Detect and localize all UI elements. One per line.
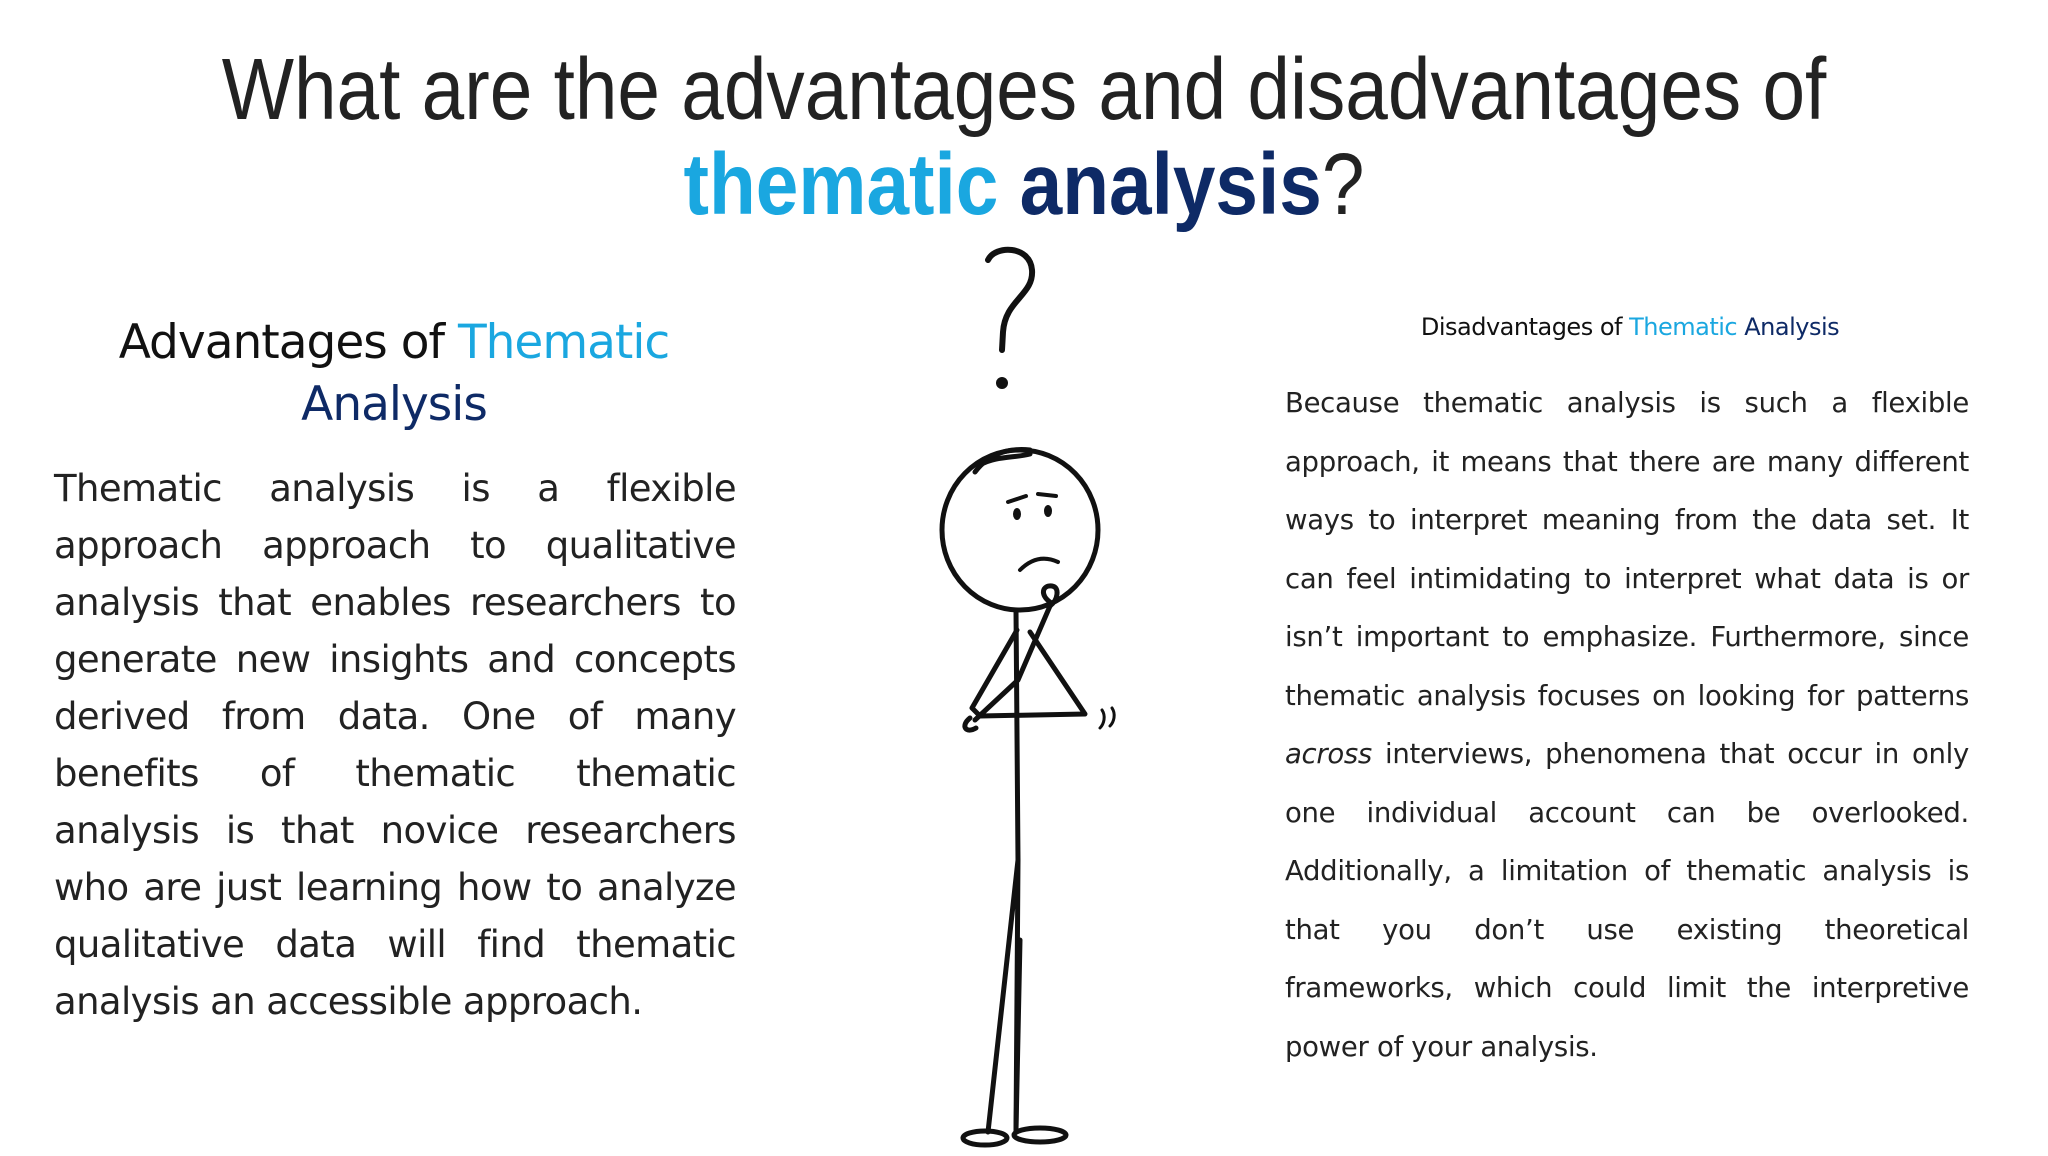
advantages-body: Thematic analysis is a flexible approach approach to qualitative analysis that enables researchers to generate new insights and concepts derived from data. One of many benefits of thematic thematic analysis is that novice researchers who are just learning how to analyze qualitative data will find thematic analysis an accessible approach.: [54, 467, 736, 1023]
disadvantages-heading-analysis: Analysis: [1744, 313, 1840, 341]
disadvantages-body-part2: interviews, phenomena that occur in only one individual account can be overlooked. Additionally, a limitation of thematic analysis is that you don’t use existing theoretical frameworks, which could limit the interpretive power of your analysis.: [1285, 738, 1969, 1063]
disadvantages-body: [1285, 374, 1969, 1076]
disadvantages-heading: [1285, 310, 1975, 344]
advantages-heading-prefix: Advantages of: [118, 315, 458, 370]
advantages-heading-thematic: Thematic: [457, 315, 670, 370]
slide-title: [211, 42, 1837, 232]
disadvantages-body-part1: Because thematic analysis is such a flexible approach, it means that there are many different ways to interpret meaning from the data set. It can feel intimidating to interpret what data is or isn’t important to emphasize. Furthermore, since thematic analysis focuses on looking for patterns: [1285, 387, 1969, 712]
thinking-stick-figure-icon: [880, 240, 1180, 1152]
advantages-heading: [54, 312, 734, 436]
advantages-heading-analysis: Analysis: [301, 377, 487, 432]
disadvantages-body-italic: across: [1285, 738, 1372, 770]
disadvantages-heading-thematic: Thematic: [1629, 313, 1738, 341]
title-word-thematic: thematic: [683, 136, 999, 233]
disadvantages-heading-prefix: Disadvantages of: [1420, 313, 1630, 341]
title-question-mark: ?: [1321, 136, 1365, 233]
title-line1: What are the advantages and disadvantages of: [221, 41, 1827, 138]
title-word-analysis: analysis: [1019, 136, 1322, 233]
